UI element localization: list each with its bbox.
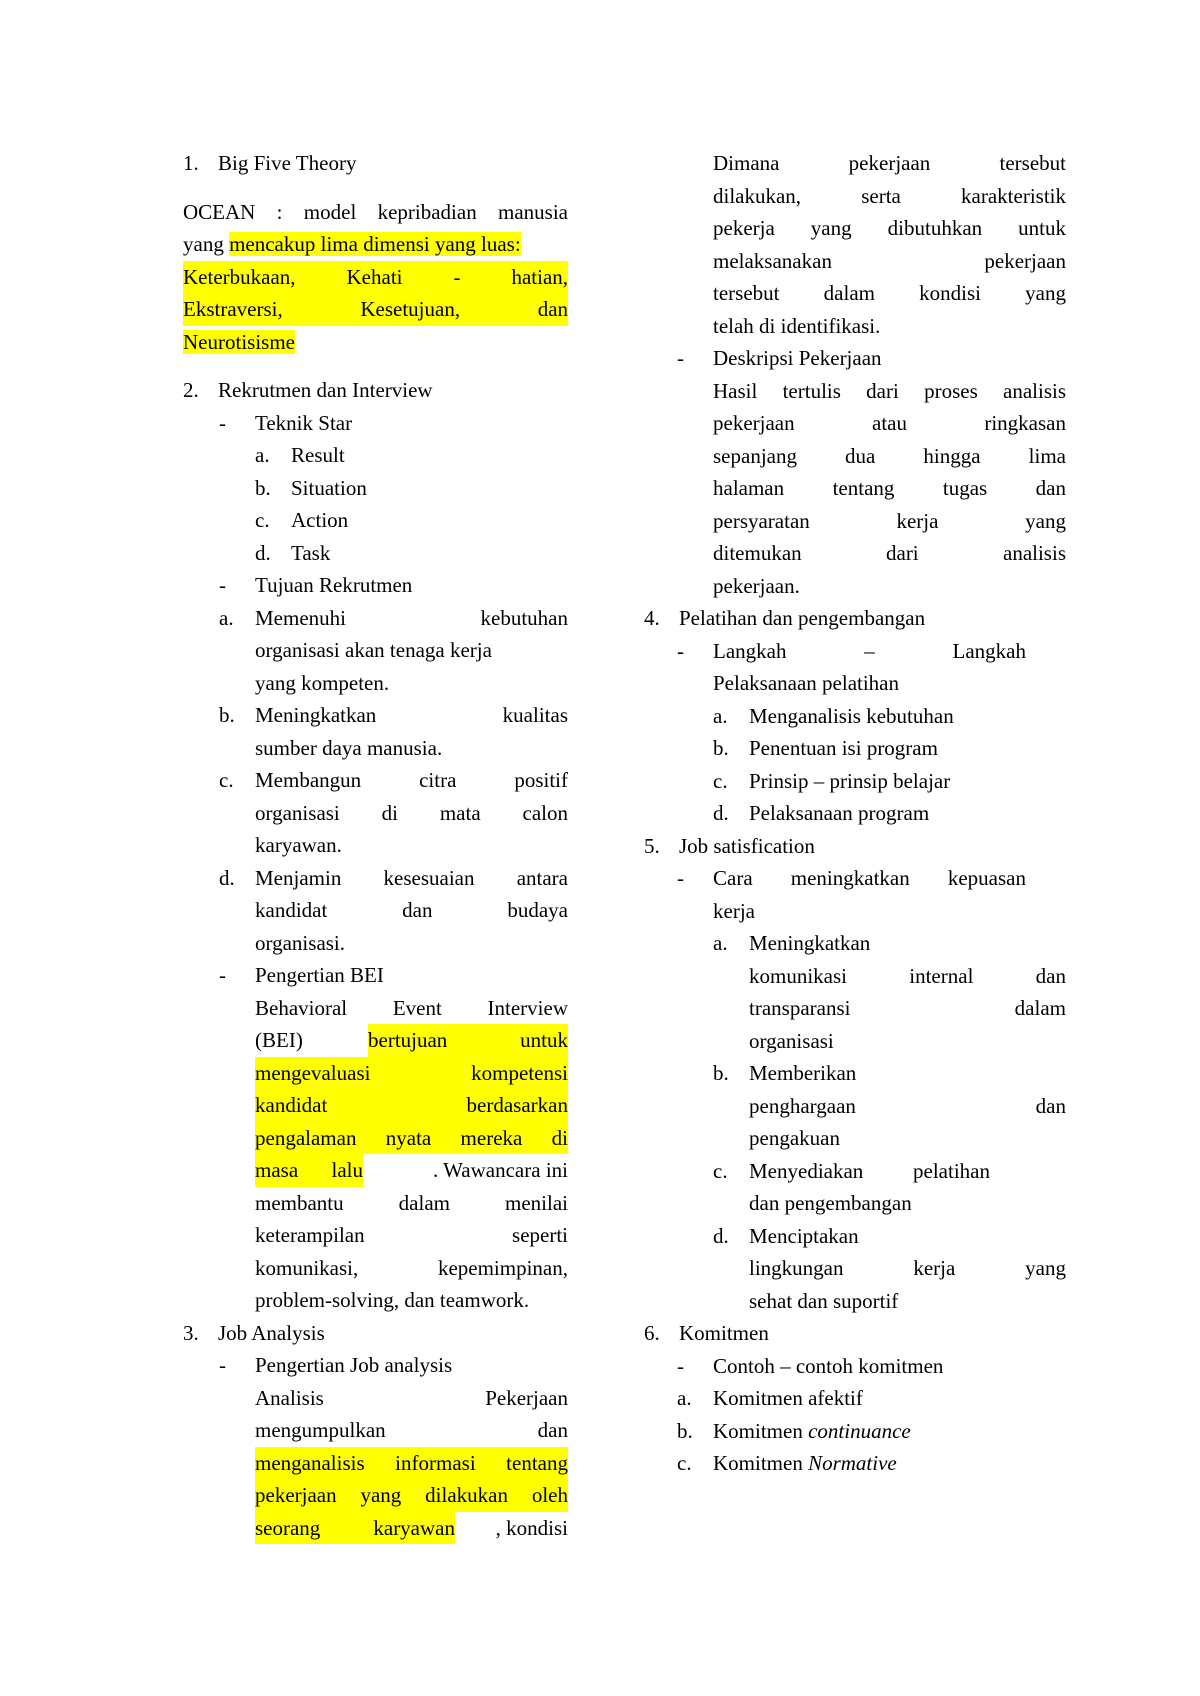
paragraph-line: halaman tentang tugas dan	[713, 476, 1066, 500]
paragraph-line: pekerja yang dibutuhkan untuk	[713, 216, 1066, 240]
paragraph-line: problem-solving, dan teamwork.	[255, 1288, 530, 1312]
highlighted-text: Ekstraversi, Kesetujuan, dan	[183, 293, 568, 326]
paragraph-line: sepanjang dua hingga lima	[713, 443, 1066, 468]
bullet-pengertian-bei: - Pengertian BEI	[219, 963, 384, 987]
list-item: a. Meningkatkan	[713, 931, 871, 955]
paragraph-line: Dimana pekerjaan tersebut	[713, 151, 1066, 175]
bullet-contoh-komitmen: - Contoh – contoh komitmen	[677, 1353, 944, 1378]
paragraph-line: pekerjaan.	[713, 573, 800, 598]
highlighted-text: pekerjaan yang dilakukan oleh	[255, 1479, 568, 1512]
list-item: d. Menjamin kesesuaian antara	[219, 865, 568, 890]
list-item: b. Situation	[255, 475, 367, 500]
left-column	[183, 147, 568, 1544]
section-heading-job-satisfication: 5. Job satisfication	[644, 833, 815, 858]
list-item: c. Prinsip – prinsip belajar	[713, 768, 951, 793]
list-item: d. Task	[255, 540, 331, 565]
highlighted-text: seorang karyawan	[255, 1512, 455, 1545]
list-item-line: lingkungan kerja yang	[749, 1256, 1066, 1280]
list-item: a. Komitmen afektif	[677, 1386, 863, 1410]
paragraph-line	[183, 1479, 568, 1512]
paragraph-line: telah di identifikasi.	[713, 313, 881, 338]
list-item: d. Menciptakan	[713, 1223, 859, 1248]
highlighted-text: pengalaman nyata mereka di	[255, 1122, 568, 1155]
paragraph-line: tersebut dalam kondisi yang	[713, 281, 1066, 305]
bullet-tujuan-rekrutmen: - Tujuan Rekrutmen	[219, 573, 413, 597]
list-item: d. Pelaksanaan program	[713, 801, 930, 825]
paragraph-line: ditemukan dari analisis	[713, 541, 1066, 565]
list-item-line: pengakuan	[749, 1126, 840, 1150]
list-item: c. Membangun citra positif	[219, 768, 568, 792]
paragraph-line: keterampilan seperti	[255, 1223, 568, 1247]
list-item: a. Menganalisis kebutuhan	[713, 703, 954, 728]
list-item: c. Menyediakan pelatihan	[713, 1158, 990, 1183]
highlighted-text: mengevaluasi kompetensi	[255, 1057, 568, 1090]
list-item-line: transparansi dalam	[749, 996, 1066, 1020]
paragraph-line	[183, 1447, 568, 1480]
highlighted-text: menganalisis informasi tentang	[255, 1447, 568, 1480]
paragraph-line: (BEI) bertujuan untuk	[183, 1024, 568, 1057]
bullet-langkah: - Langkah – Langkah	[677, 638, 1026, 663]
highlighted-text: bertujuan untuk	[368, 1024, 568, 1057]
list-item-line: dan pengembangan	[749, 1191, 912, 1215]
list-item-line: sehat dan suportif	[749, 1288, 899, 1313]
section-heading-komitmen: 6. Komitmen	[644, 1321, 769, 1345]
list-item-line: organisasi di mata calon	[255, 800, 568, 825]
paragraph-line: Analisis Pekerjaan	[255, 1385, 568, 1410]
list-item: a. Memenuhi kebutuhan	[219, 605, 568, 630]
paragraph-line	[183, 1122, 568, 1155]
paragraph-line: melaksanakan pekerjaan	[713, 248, 1066, 273]
bullet-pengertian-job-analysis: - Pengertian Job analysis	[219, 1353, 453, 1377]
list-item-line: sumber daya manusia.	[255, 735, 443, 760]
paragraph-line: Pelaksanaan pelatihan	[713, 671, 900, 695]
list-item-line: organisasi akan tenaga kerja	[255, 638, 492, 662]
bullet-cara-meningkatkan: - Cara meningkatkan kepuasan	[677, 866, 1026, 890]
list-item: a. Result	[255, 443, 345, 467]
ocean-paragraph	[183, 196, 568, 359]
highlighted-text: mencakup lima dimensi yang luas:	[229, 232, 521, 256]
right-column	[644, 147, 1066, 1480]
paragraph-line: Hasil tertulis dari proses analisis	[713, 378, 1066, 403]
section-heading-rekrutmen: 2. Rekrutmen dan Interview	[183, 378, 433, 402]
paragraph-line: seorang karyawan , kondisi	[183, 1512, 568, 1545]
highlighted-text: Keterbukaan, Kehati - hatian,	[183, 261, 568, 294]
paragraph-line	[183, 1089, 568, 1122]
paragraph-line	[183, 1057, 568, 1090]
paragraph-line: kerja	[713, 898, 755, 923]
paragraph-line: yang mencakup lima dimensi yang luas:	[183, 232, 521, 256]
highlighted-text: masa lalu	[255, 1154, 363, 1187]
list-item-line: yang kompeten.	[255, 670, 390, 695]
section-heading-big-five: 1. Big Five Theory	[183, 151, 357, 175]
list-item-line: komunikasi internal dan	[749, 963, 1066, 988]
section-heading-job-analysis: 3. Job Analysis	[183, 1320, 325, 1345]
paragraph-line: OCEAN : model kepribadian manusia	[183, 199, 568, 224]
list-item: c. Komitmen Normative	[677, 1451, 897, 1475]
section-heading-pelatihan: 4. Pelatihan dan pengembangan	[644, 606, 926, 630]
list-item-line: kandidat dan budaya	[255, 898, 568, 922]
paragraph-line: masa lalu . Wawancara ini	[183, 1154, 568, 1187]
list-item: b. Memberikan	[713, 1061, 857, 1085]
paragraph-line: komunikasi, kepemimpinan,	[255, 1255, 568, 1280]
list-item-line: penghargaan dan	[749, 1093, 1066, 1118]
list-item: b. Meningkatkan kualitas	[219, 703, 568, 727]
highlighted-text: kandidat berdasarkan	[255, 1089, 568, 1122]
paragraph-line: persyaratan kerja yang	[713, 508, 1066, 533]
bullet-deskripsi-pekerjaan: - Deskripsi Pekerjaan	[677, 346, 882, 370]
list-item: b. Penentuan isi program	[713, 736, 938, 760]
paragraph-line: pekerjaan atau ringkasan	[713, 411, 1066, 435]
paragraph-line: dilakukan, serta karakteristik	[713, 183, 1066, 208]
paragraph-line: Behavioral Event Interview	[255, 995, 568, 1020]
list-item-line: organisasi	[749, 1028, 834, 1053]
highlighted-text: Neurotisisme	[183, 329, 295, 354]
paragraph-line: mengumpulkan dan	[255, 1418, 568, 1442]
list-item-line: karyawan.	[255, 833, 342, 857]
paragraph-line	[183, 326, 568, 359]
paragraph-line: membantu dalam menilai	[255, 1190, 568, 1215]
bullet-teknik-star: - Teknik Star	[219, 410, 353, 435]
list-item-line: organisasi.	[255, 930, 346, 955]
list-item: b. Komitmen continuance	[677, 1418, 911, 1443]
list-item: c. Action	[255, 508, 349, 532]
